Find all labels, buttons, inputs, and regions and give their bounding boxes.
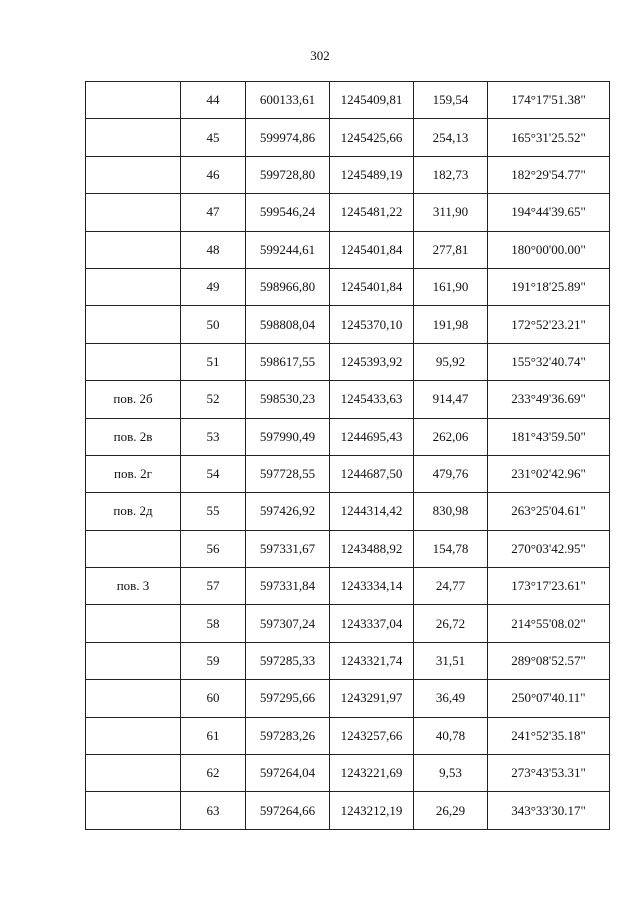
x-coordinate-cell: 598530,23 [246, 381, 330, 418]
turn-point-cell [86, 642, 181, 679]
y-coordinate-cell: 1245425,66 [330, 119, 414, 156]
angle-cell: 180°00'00.00" [488, 231, 610, 268]
y-coordinate-cell: 1243334,14 [330, 568, 414, 605]
angle-cell: 173°17'23.61" [488, 568, 610, 605]
x-coordinate-cell: 597728,55 [246, 455, 330, 492]
angle-cell: 172°52'23.21" [488, 306, 610, 343]
x-coordinate-cell: 597285,33 [246, 642, 330, 679]
point-number-cell: 59 [181, 642, 246, 679]
angle-cell: 270°03'42.95" [488, 530, 610, 567]
x-coordinate-cell: 597283,26 [246, 717, 330, 754]
turn-point-cell [86, 605, 181, 642]
table-row [86, 530, 610, 567]
length-cell: 191,98 [414, 306, 488, 343]
angle-cell: 231°02'42.96" [488, 455, 610, 492]
y-coordinate-cell: 1244695,43 [330, 418, 414, 455]
table-row [86, 82, 610, 119]
x-coordinate-cell: 597264,66 [246, 792, 330, 829]
point-number-cell: 58 [181, 605, 246, 642]
x-coordinate-cell: 597264,04 [246, 755, 330, 792]
table-row [86, 381, 610, 418]
x-coordinate-cell: 597990,49 [246, 418, 330, 455]
x-coordinate-cell: 597295,66 [246, 680, 330, 717]
point-number-cell: 55 [181, 493, 246, 530]
length-cell: 26,29 [414, 792, 488, 829]
turn-point-cell [86, 268, 181, 305]
y-coordinate-cell: 1243221,69 [330, 755, 414, 792]
table-row [86, 194, 610, 231]
y-coordinate-cell: 1243488,92 [330, 530, 414, 567]
point-number-cell: 63 [181, 792, 246, 829]
table-row [86, 568, 610, 605]
x-coordinate-cell: 599244,61 [246, 231, 330, 268]
point-number-cell: 53 [181, 418, 246, 455]
length-cell: 9,53 [414, 755, 488, 792]
table-row [86, 418, 610, 455]
x-coordinate-cell: 598966,80 [246, 268, 330, 305]
x-coordinate-cell: 597331,67 [246, 530, 330, 567]
y-coordinate-cell: 1245489,19 [330, 156, 414, 193]
length-cell: 40,78 [414, 717, 488, 754]
angle-cell: 155°32'40.74" [488, 343, 610, 380]
length-cell: 830,98 [414, 493, 488, 530]
table-body [86, 82, 610, 830]
table-row [86, 306, 610, 343]
x-coordinate-cell: 598617,55 [246, 343, 330, 380]
point-number-cell: 54 [181, 455, 246, 492]
point-number-cell: 50 [181, 306, 246, 343]
length-cell: 262,06 [414, 418, 488, 455]
table-row [86, 156, 610, 193]
turn-point-cell [86, 792, 181, 829]
length-cell: 277,81 [414, 231, 488, 268]
turn-point-cell [86, 82, 181, 119]
length-cell: 26,72 [414, 605, 488, 642]
table-row [86, 119, 610, 156]
angle-cell: 263°25'04.61" [488, 493, 610, 530]
turn-point-cell [86, 231, 181, 268]
turn-point-cell [86, 343, 181, 380]
turn-point-cell [86, 156, 181, 193]
turn-point-cell: пов. 2д [86, 493, 181, 530]
y-coordinate-cell: 1244314,42 [330, 493, 414, 530]
y-coordinate-cell: 1244687,50 [330, 455, 414, 492]
x-coordinate-cell: 599728,80 [246, 156, 330, 193]
point-number-cell: 57 [181, 568, 246, 605]
turn-point-cell: пов. 3 [86, 568, 181, 605]
y-coordinate-cell: 1243337,04 [330, 605, 414, 642]
x-coordinate-cell: 599974,86 [246, 119, 330, 156]
angle-cell: 182°29'54.77" [488, 156, 610, 193]
x-coordinate-cell: 599546,24 [246, 194, 330, 231]
y-coordinate-cell: 1245433,63 [330, 381, 414, 418]
length-cell: 24,77 [414, 568, 488, 605]
point-number-cell: 56 [181, 530, 246, 567]
angle-cell: 214°55'08.02" [488, 605, 610, 642]
point-number-cell: 44 [181, 82, 246, 119]
turn-point-cell: пов. 2г [86, 455, 181, 492]
angle-cell: 191°18'25.89" [488, 268, 610, 305]
angle-cell: 194°44'39.65" [488, 194, 610, 231]
table-row [86, 717, 610, 754]
y-coordinate-cell: 1243212,19 [330, 792, 414, 829]
x-coordinate-cell: 597426,92 [246, 493, 330, 530]
x-coordinate-cell: 598808,04 [246, 306, 330, 343]
x-coordinate-cell: 597307,24 [246, 605, 330, 642]
turn-point-cell [86, 680, 181, 717]
length-cell: 95,92 [414, 343, 488, 380]
turn-point-cell [86, 530, 181, 567]
table-row [86, 642, 610, 679]
y-coordinate-cell: 1245401,84 [330, 268, 414, 305]
angle-cell: 233°49'36.69" [488, 381, 610, 418]
turn-point-cell [86, 194, 181, 231]
angle-cell: 165°31'25.52" [488, 119, 610, 156]
point-number-cell: 46 [181, 156, 246, 193]
table-row [86, 455, 610, 492]
point-number-cell: 49 [181, 268, 246, 305]
point-number-cell: 60 [181, 680, 246, 717]
turn-point-cell [86, 755, 181, 792]
y-coordinate-cell: 1245393,92 [330, 343, 414, 380]
table-row [86, 605, 610, 642]
angle-cell: 343°33'30.17" [488, 792, 610, 829]
table-row [86, 792, 610, 829]
length-cell: 159,54 [414, 82, 488, 119]
point-number-cell: 51 [181, 343, 246, 380]
turn-point-cell: пов. 2б [86, 381, 181, 418]
table-row [86, 680, 610, 717]
length-cell: 479,76 [414, 455, 488, 492]
point-number-cell: 62 [181, 755, 246, 792]
y-coordinate-cell: 1245401,84 [330, 231, 414, 268]
y-coordinate-cell: 1243257,66 [330, 717, 414, 754]
length-cell: 161,90 [414, 268, 488, 305]
table-row [86, 343, 610, 380]
y-coordinate-cell: 1245370,10 [330, 306, 414, 343]
table-row [86, 493, 610, 530]
y-coordinate-cell: 1243321,74 [330, 642, 414, 679]
x-coordinate-cell: 597331,84 [246, 568, 330, 605]
table-row [86, 231, 610, 268]
turn-point-cell [86, 717, 181, 754]
point-number-cell: 52 [181, 381, 246, 418]
table-row [86, 755, 610, 792]
angle-cell: 174°17'51.38" [488, 82, 610, 119]
angle-cell: 181°43'59.50" [488, 418, 610, 455]
length-cell: 254,13 [414, 119, 488, 156]
x-coordinate-cell: 600133,61 [246, 82, 330, 119]
point-number-cell: 45 [181, 119, 246, 156]
angle-cell: 241°52'35.18" [488, 717, 610, 754]
angle-cell: 289°08'52.57" [488, 642, 610, 679]
y-coordinate-cell: 1245481,22 [330, 194, 414, 231]
angle-cell: 250°07'40.11" [488, 680, 610, 717]
y-coordinate-cell: 1245409,81 [330, 82, 414, 119]
coordinates-table [85, 81, 610, 830]
point-number-cell: 48 [181, 231, 246, 268]
page-number: 302 [310, 48, 330, 63]
point-number-cell: 47 [181, 194, 246, 231]
length-cell: 182,73 [414, 156, 488, 193]
table-row [86, 268, 610, 305]
length-cell: 914,47 [414, 381, 488, 418]
length-cell: 311,90 [414, 194, 488, 231]
length-cell: 154,78 [414, 530, 488, 567]
point-number-cell: 61 [181, 717, 246, 754]
turn-point-cell [86, 119, 181, 156]
length-cell: 31,51 [414, 642, 488, 679]
turn-point-cell: пов. 2в [86, 418, 181, 455]
angle-cell: 273°43'53.31" [488, 755, 610, 792]
turn-point-cell [86, 306, 181, 343]
length-cell: 36,49 [414, 680, 488, 717]
y-coordinate-cell: 1243291,97 [330, 680, 414, 717]
